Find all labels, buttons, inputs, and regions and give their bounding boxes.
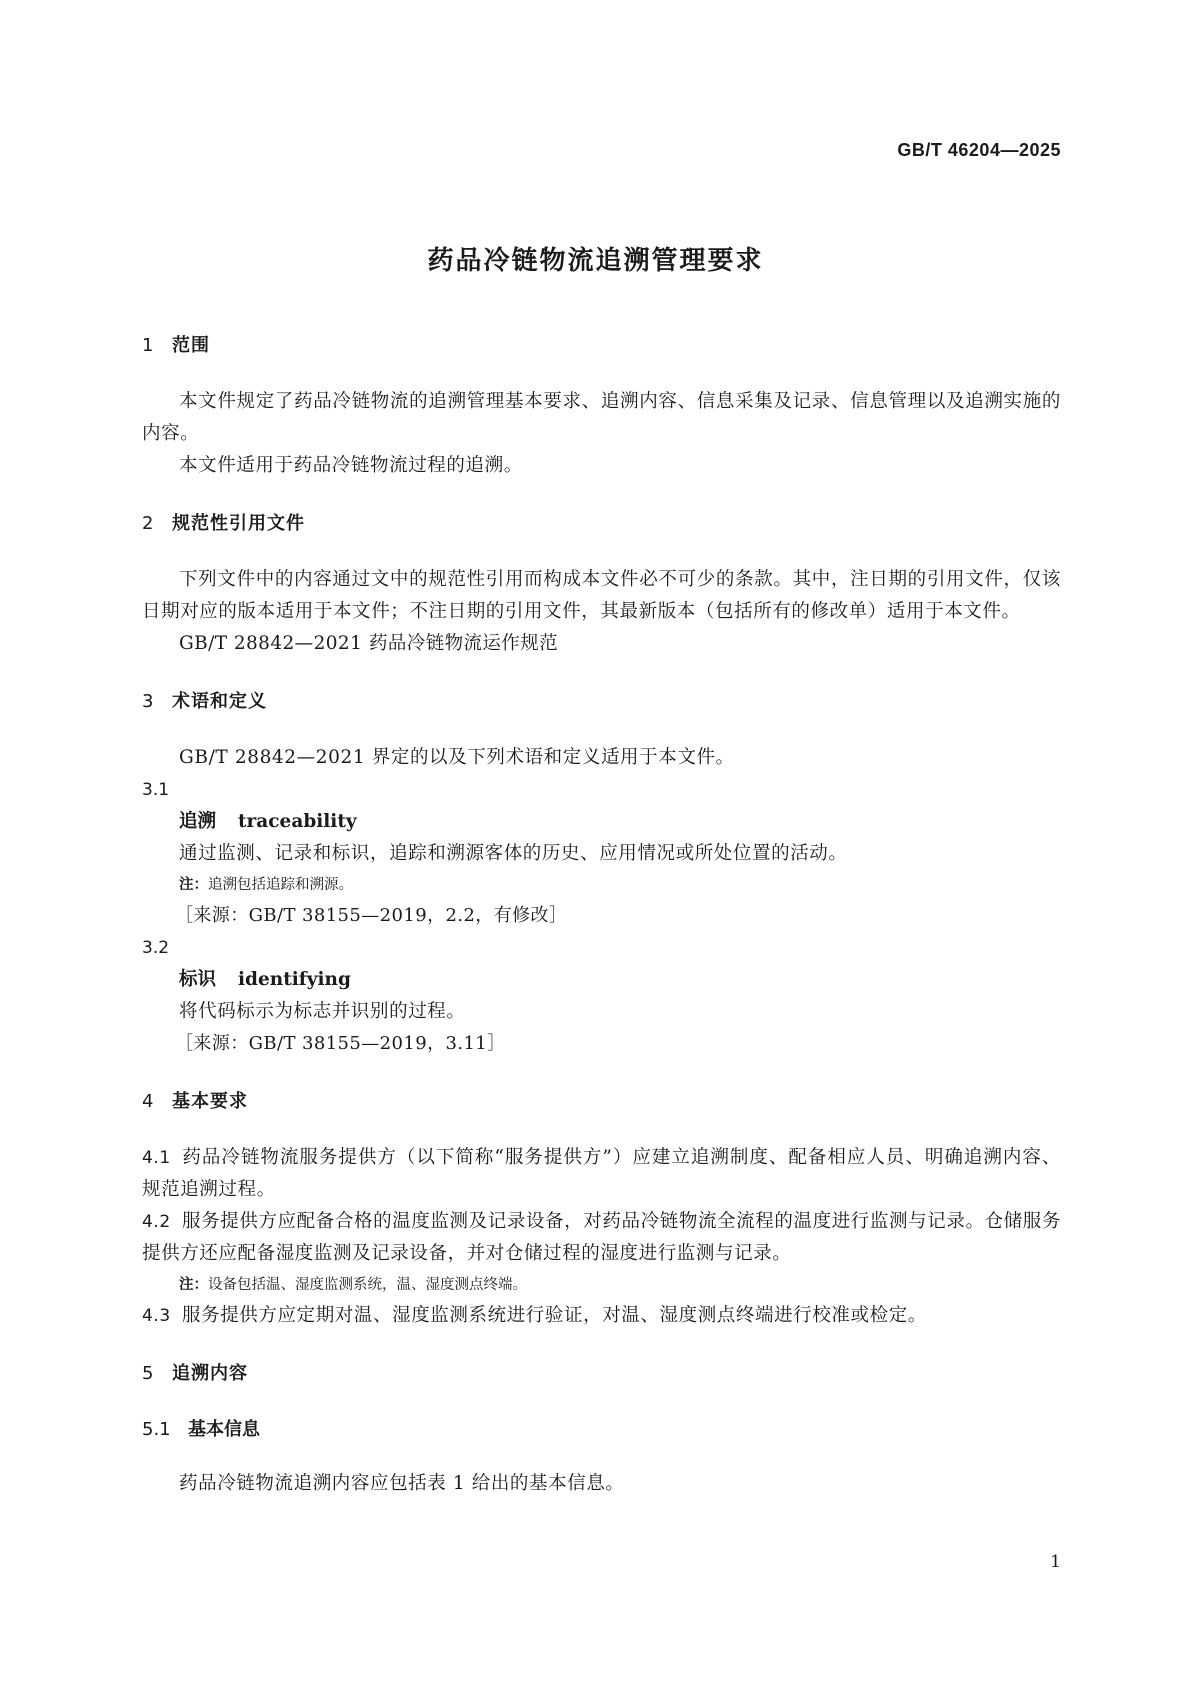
subsection-number: 5.1 [142,1419,171,1440]
document-body [142,330,1061,1500]
reference-code: GB/T 28842—2021 [179,633,363,654]
section-number: 5 [142,1363,155,1384]
standard-code: GB/T 46204—2025 [897,140,1061,160]
term-name [142,964,1061,996]
term-source: ［来源：GB/T 38155—2019，3.11］ [175,1033,506,1054]
section-2-heading [142,508,1061,540]
subsection-title: 基本信息 [188,1419,260,1440]
section-4-heading [142,1086,1061,1118]
paragraph: GB/T 28842—2021 界定的以及下列术语和定义适用于本文件。 [179,747,735,768]
clause-number: 4.3 [142,1306,171,1326]
page-number: 1 [1050,1552,1061,1572]
normative-reference [142,628,1061,660]
clause-4-3 [142,1300,1061,1332]
section-number: 2 [142,513,155,534]
section-title: 范围 [172,335,210,356]
clause-number: 4.1 [142,1148,171,1168]
term-definition: 将代码标示为标志并识别的过程。 [179,1001,466,1022]
paragraph: 药品冷链物流追溯内容应包括表 1 给出的基本信息。 [179,1473,625,1494]
section-number: 3 [142,691,155,712]
term-en: traceability [238,811,357,832]
term-name [142,806,1061,838]
section-title: 术语和定义 [172,691,267,712]
clause-text: 服务提供方应定期对温、湿度监测系统进行验证，对温、湿度测点终端进行校准或检定。 [182,1305,927,1326]
section-3-heading [142,686,1061,718]
note-label: 注： [179,877,208,893]
term-source: ［来源：GB/T 38155—2019，2.2，有修改］ [175,905,568,926]
clause-number: 4.2 [142,1212,171,1232]
clause-4-1 [142,1142,1061,1206]
reference-title: 药品冷链物流运作规范 [369,633,559,654]
subsection-5-1-heading [142,1414,1061,1446]
paragraph: 下列文件中的内容通过文中的规范性引用而构成本文件必不可少的条款。其中，注日期的引用文件，仅该日期对应的版本适用于本文件；不注日期的引用文件，其最新版本（包括所有的修改单）适用于本文件。 [142,569,1061,622]
section-number: 4 [142,1091,155,1112]
document-title: 药品冷链物流追溯管理要求 [427,246,764,276]
term-zh: 标识 [179,969,217,990]
clause-text: 服务提供方应配备合格的温度监测及记录设备，对药品冷链物流全流程的温度进行监测与记录。仓储服务提供方还应配备湿度监测及记录设备，并对仓储过程的湿度进行监测与记录。 [142,1211,1061,1264]
section-1-heading [142,330,1061,362]
section-number: 1 [142,335,155,356]
section-title: 追溯内容 [172,1363,248,1384]
section-title: 规范性引用文件 [172,513,305,534]
paragraph: 本文件规定了药品冷链物流的追溯管理基本要求、追溯内容、信息采集及记录、信息管理以及追溯实施的内容。 [142,391,1061,444]
term-number: 3.1 [142,780,170,800]
paragraph: 本文件适用于药品冷链物流过程的追溯。 [179,455,523,476]
term-note [142,870,1061,900]
clause-note [142,1270,1061,1300]
term-en: identifying [238,969,351,990]
term-definition: 通过监测、记录和标识，追踪和溯源客体的历史、应用情况或所处位置的活动。 [179,843,848,864]
term-zh: 追溯 [179,811,217,832]
note-text: 设备包括温、湿度监测系统，温、湿度测点终端。 [208,1277,527,1293]
term-number: 3.2 [142,938,170,958]
clause-text: 药品冷链物流服务提供方（以下简称“服务提供方”）应建立追溯制度、配备相应人员、明确追溯内容、规范追溯过程。 [142,1147,1061,1200]
clause-4-2 [142,1206,1061,1270]
note-label: 注： [179,1277,208,1293]
section-5-heading [142,1358,1061,1390]
section-title: 基本要求 [172,1091,248,1112]
note-text: 追溯包括追踪和溯源。 [208,877,353,893]
